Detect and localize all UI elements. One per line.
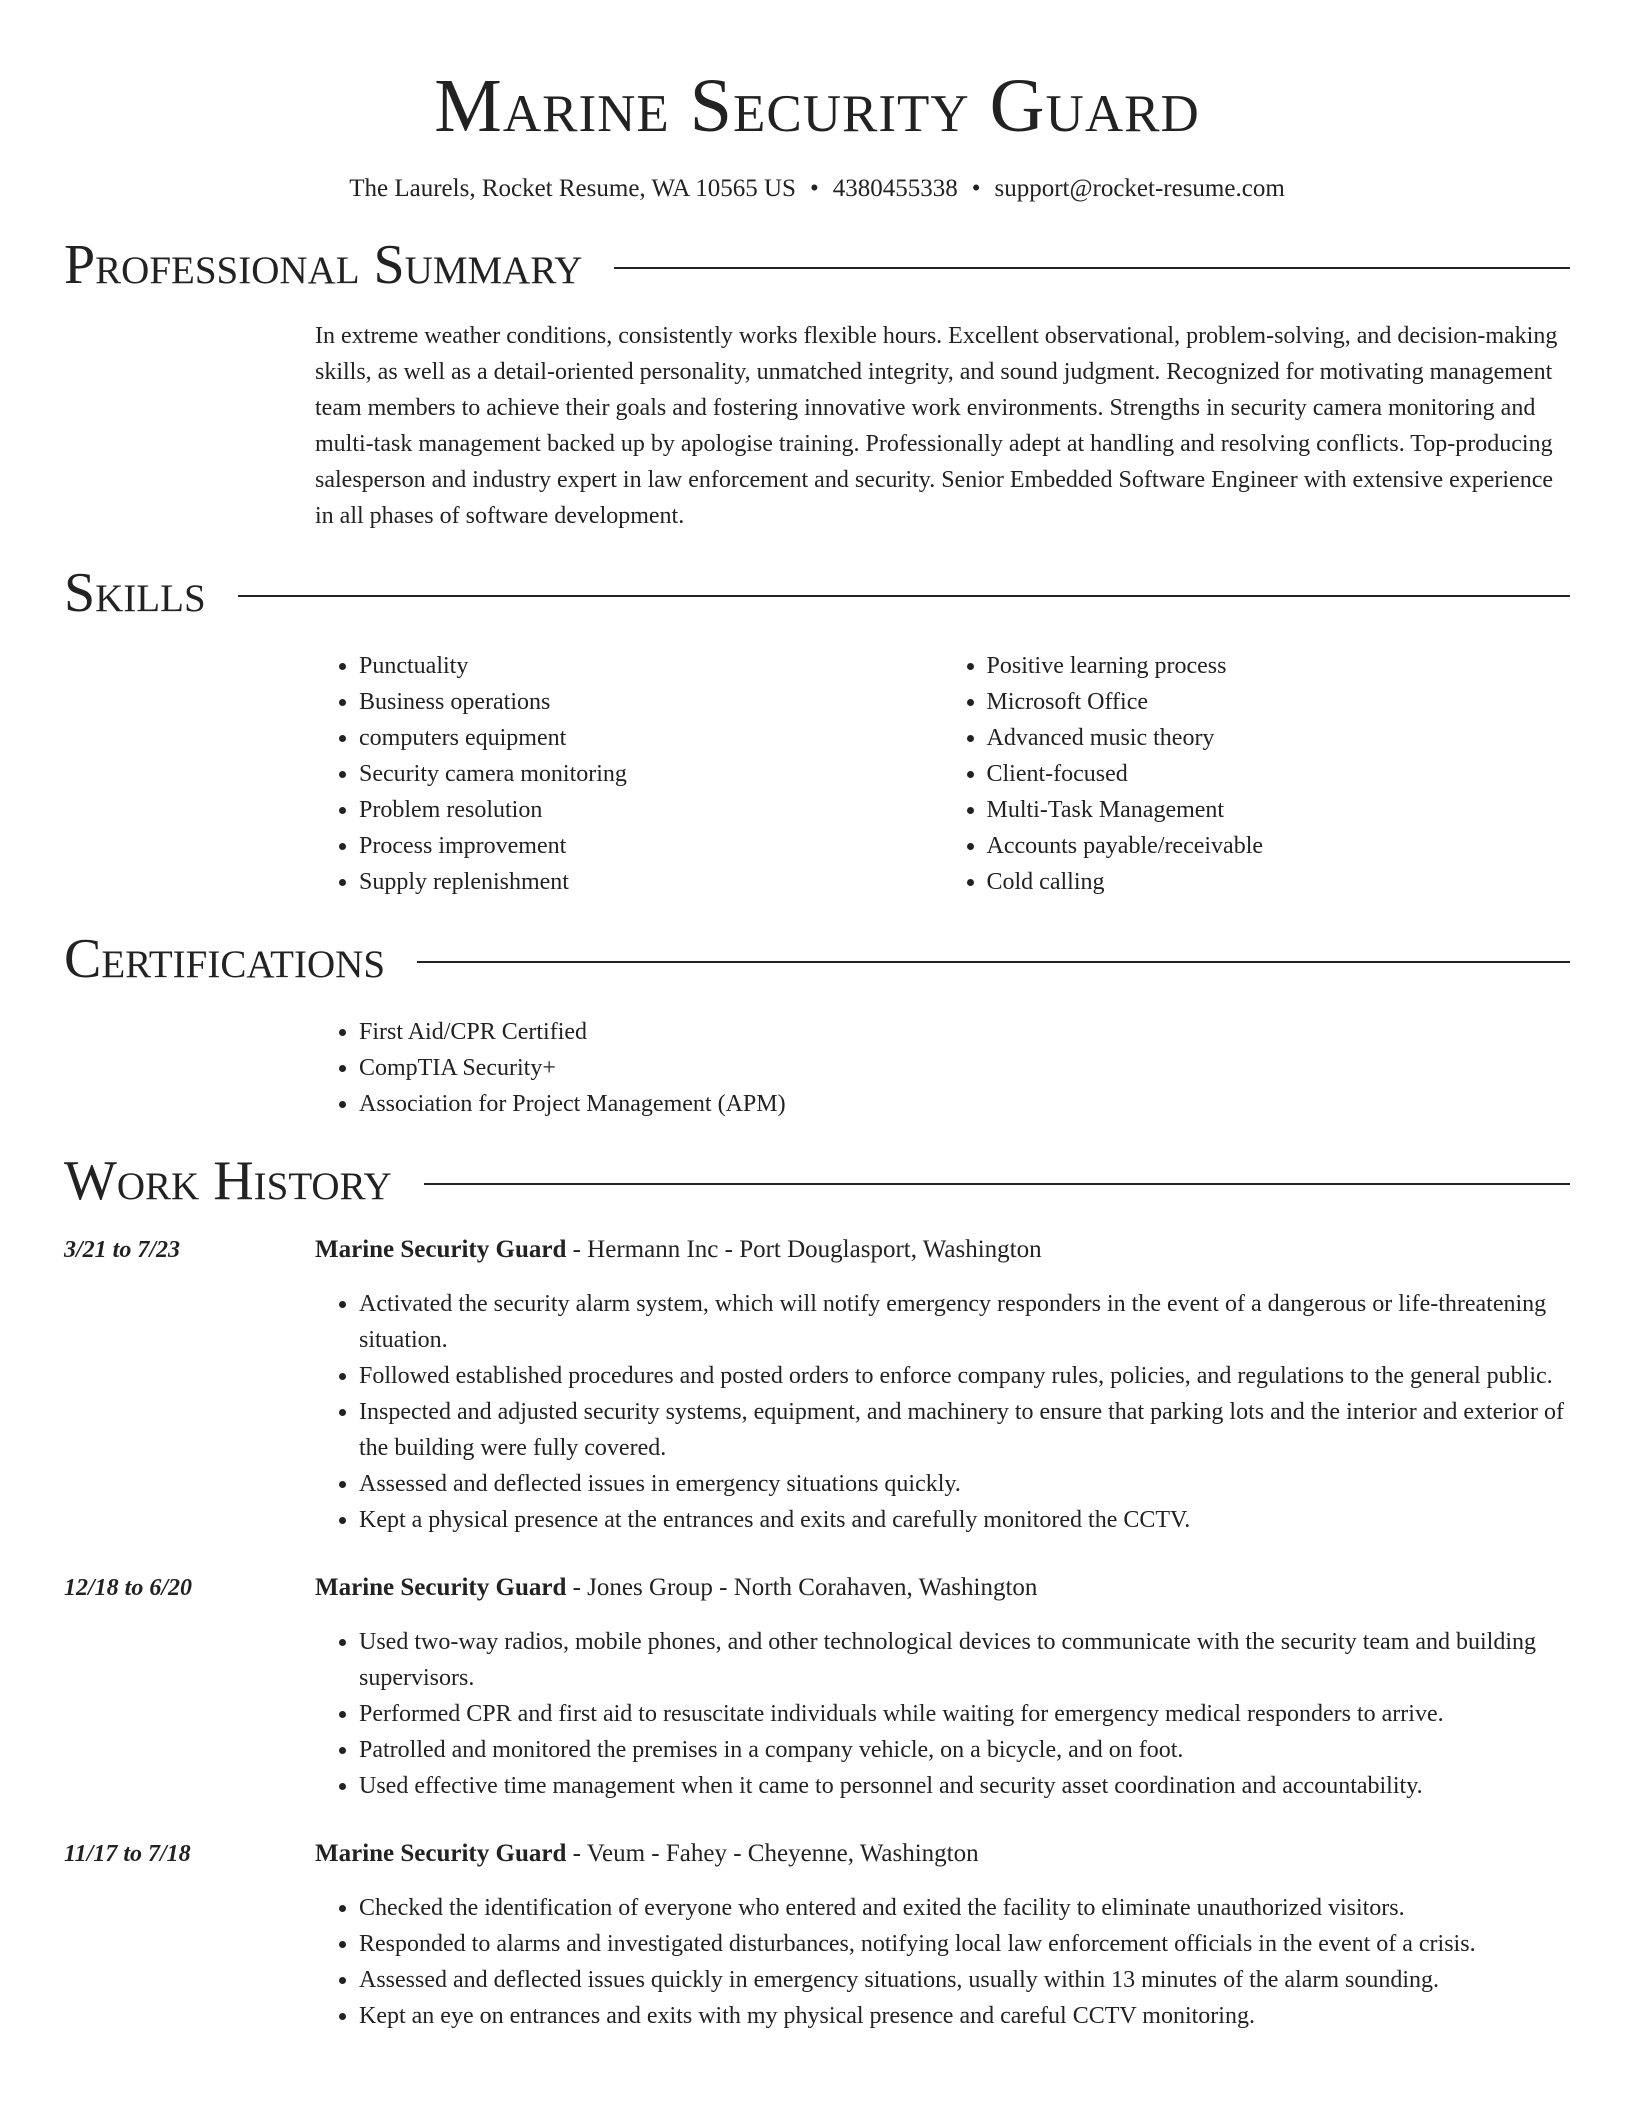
skill-item: • Positive learning process bbox=[987, 648, 1571, 684]
summary-text: In extreme weather conditions, consistently works flexible hours. Excellent observational, problem-solving, and decision-making skills, as well as a detail-oriented personality, unmatched integrity, and sound judgment. Recognized for motivating management team members to achieve their goals and fostering innovative work environments. Strengths in security camera monitoring and multi-task management backed up by apologise training. Professionally adept at handling and resolving conflicts. Top-producing salesperson and industry expert in law enforcement and security. Senior Embedded Software Engineer with extensive experience in all phases of software development. bbox=[315, 323, 1558, 529]
job-bullet: • Assessed and deflected issues quickly in emergency situations, usually within 13 minutes of the alarm sounding. bbox=[359, 1962, 1570, 1998]
job-bullet: • Performed CPR and first aid to resuscitate individuals while waiting for emergency medical responders to arrive. bbox=[359, 1696, 1570, 1732]
contact-separator: • bbox=[971, 175, 981, 202]
job-bullet: • Checked the identification of everyone who entered and exited the facility to eliminate unauthorized visitors. bbox=[359, 1890, 1570, 1926]
skill-item: • Business operations bbox=[359, 684, 943, 720]
candidate-name: Marine Security Guard bbox=[434, 64, 1200, 148]
job-bullet: • Activated the security alarm system, which will notify emergency responders in the event of a dangerous or life-threatening situation. bbox=[359, 1286, 1570, 1358]
job-entry bbox=[64, 1570, 1570, 1804]
job-title: Marine Security Guard bbox=[315, 1236, 567, 1263]
job-heading bbox=[315, 1570, 1570, 1606]
job-employer: - Hermann Inc - Port Douglasport, Washington bbox=[566, 1236, 1042, 1263]
job-entry bbox=[64, 1232, 1570, 1538]
skill-item: • Supply replenishment bbox=[359, 864, 943, 900]
resume-page bbox=[64, 0, 1570, 2034]
job-bullet: • Assessed and deflected issues in emergency situations quickly. bbox=[359, 1466, 1570, 1502]
contact-line bbox=[64, 172, 1570, 206]
skill-item: • Problem resolution bbox=[359, 792, 943, 828]
job-dates: 3/21 to 7/23 bbox=[64, 1237, 181, 1263]
skills-section-header bbox=[64, 558, 1570, 628]
skill-item: • Multi-Task Management bbox=[987, 792, 1571, 828]
skill-item: • Accounts payable/receivable bbox=[987, 828, 1571, 864]
job-bullet: • Patrolled and monitored the premises in a company vehicle, on a bicycle, and on foot. bbox=[359, 1732, 1570, 1768]
job-dates: 11/17 to 7/18 bbox=[64, 1841, 191, 1867]
job-bullets bbox=[315, 1890, 1570, 2034]
skill-item: • Punctuality bbox=[359, 648, 943, 684]
contact-separator: • bbox=[809, 175, 819, 202]
job-bullet: • Used two-way radios, mobile phones, and other technological devices to communicate with the security team and building supervisors. bbox=[359, 1624, 1570, 1696]
job-bullet: • Followed established procedures and posted orders to enforce company rules, policies, and regulations to the general public. bbox=[359, 1358, 1570, 1394]
skill-item: • computers equipment bbox=[359, 720, 943, 756]
skill-item: • Microsoft Office bbox=[987, 684, 1571, 720]
skills-section-title: Skills bbox=[64, 562, 206, 624]
job-details bbox=[315, 1570, 1570, 1804]
job-bullet: • Inspected and adjusted security systems, equipment, and machinery to ensure that parking lots and the interior and exterior of the building were fully covered. bbox=[359, 1394, 1570, 1466]
job-bullet: • Kept a physical presence at the entrances and exits and carefully monitored the CCTV. bbox=[359, 1502, 1570, 1538]
skills-list bbox=[315, 648, 1570, 900]
work-section-title: Work History bbox=[64, 1150, 392, 1212]
skill-item: • Advanced music theory bbox=[987, 720, 1571, 756]
job-details bbox=[315, 1232, 1570, 1538]
section-divider bbox=[424, 1183, 1570, 1185]
job-title: Marine Security Guard bbox=[315, 1574, 567, 1601]
skills-column-right bbox=[943, 648, 1571, 900]
section-divider bbox=[238, 595, 1570, 597]
certifications-section-header bbox=[64, 924, 1570, 994]
skill-item: • Process improvement bbox=[359, 828, 943, 864]
section-divider bbox=[614, 267, 1570, 269]
job-bullet: • Responded to alarms and investigated disturbances, notifying local law enforcement officials in the event of a crisis. bbox=[359, 1926, 1570, 1962]
certifications-section-title: Certifications bbox=[64, 928, 386, 990]
job-employer: - Veum - Fahey - Cheyenne, Washington bbox=[566, 1840, 979, 1867]
job-details bbox=[315, 1836, 1570, 2034]
work-section-header bbox=[64, 1146, 1570, 1216]
job-heading bbox=[315, 1232, 1570, 1268]
contact-email: support@rocket-resume.com bbox=[994, 175, 1285, 202]
contact-phone: 4380455338 bbox=[832, 175, 958, 202]
job-dates: 12/18 to 6/20 bbox=[64, 1575, 193, 1601]
summary-section-header bbox=[64, 230, 1570, 300]
certification-item: • CompTIA Security+ bbox=[359, 1050, 1570, 1086]
job-bullets bbox=[315, 1624, 1570, 1804]
job-heading bbox=[315, 1836, 1570, 1872]
summary-section-title: Professional Summary bbox=[64, 234, 583, 296]
contact-address: The Laurels, Rocket Resume, WA 10565 US bbox=[349, 175, 796, 202]
job-bullet: • Used effective time management when it came to personnel and security asset coordination and accountability. bbox=[359, 1768, 1570, 1804]
skill-item: • Client-focused bbox=[987, 756, 1571, 792]
job-entry bbox=[64, 1836, 1570, 2034]
job-employer: - Jones Group - North Corahaven, Washington bbox=[566, 1574, 1038, 1601]
skill-item: • Cold calling bbox=[987, 864, 1571, 900]
job-title: Marine Security Guard bbox=[315, 1840, 567, 1867]
section-divider bbox=[417, 961, 1570, 963]
job-bullet: • Kept an eye on entrances and exits with my physical presence and careful CCTV monitoring. bbox=[359, 1998, 1570, 2034]
skills-column-left bbox=[315, 648, 943, 900]
certification-item: • Association for Project Management (APM) bbox=[359, 1086, 1570, 1122]
certifications-list bbox=[315, 1014, 1570, 1122]
job-bullets bbox=[315, 1286, 1570, 1538]
skill-item: • Security camera monitoring bbox=[359, 756, 943, 792]
certification-item: • First Aid/CPR Certified bbox=[359, 1014, 1570, 1050]
